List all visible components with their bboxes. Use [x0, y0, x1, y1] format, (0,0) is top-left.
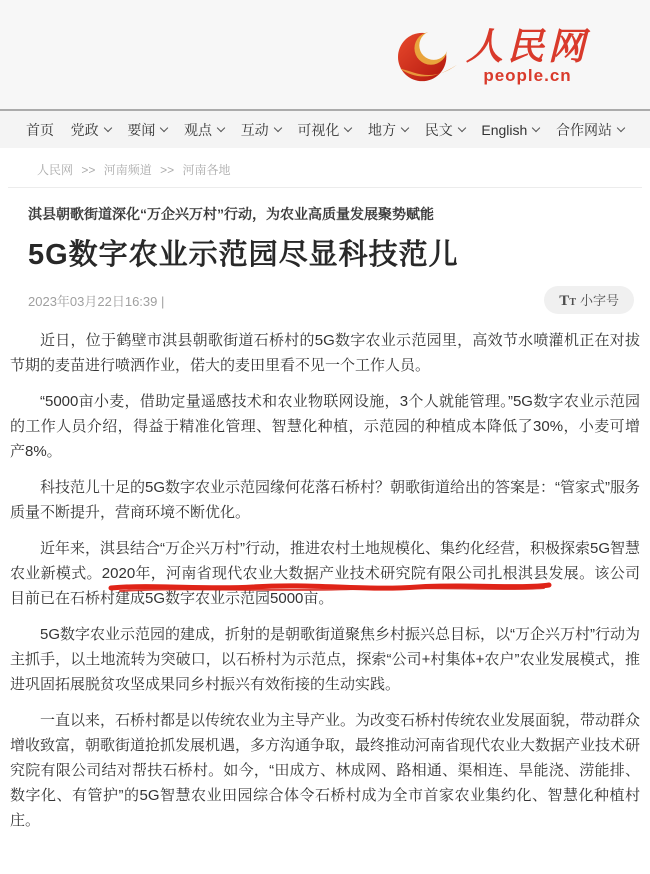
nav-item-party-gov[interactable]: 党政 [71, 120, 111, 140]
chevron-down-icon [401, 123, 409, 131]
logo-domain: people.cn [483, 66, 572, 85]
breadcrumb-section[interactable]: 河南各地 [182, 163, 231, 177]
chevron-down-icon [617, 123, 625, 131]
chevron-down-icon [457, 123, 465, 131]
red-marker-underline-annotation [108, 579, 553, 595]
logo-chinese-name: 人民网 [466, 27, 589, 68]
nav-item-visualization[interactable]: 可视化 [297, 120, 351, 140]
article-kicker: 淇县朝歌街道深化“万企兴万村”行动，为农业高质量发展聚势赋能 [28, 206, 434, 222]
paragraph-5: 5G数字农业示范园的建成，折射的是朝歌街道聚焦乡村振兴总目标，以“万企兴万村”行动为主抓手，以土地流转为突破口，以石桥村为示范点，探索“公司+村集体+农户”农业发展模式，推进巩固拓展脱贫攻坚成果同乡村振兴有效衔接的生动实践。 [10, 626, 641, 693]
chevron-down-icon [532, 123, 540, 131]
font-size-label: 小字号 [579, 293, 619, 308]
people-cn-logo[interactable] [396, 28, 589, 86]
paragraph-1: 近日，位于鹤壁市淇县朝歌街道石桥村的5G数字农业示范园里，高效节水喷灌机正在对拔节期的麦苗进行喷洒作业，偌大的麦田里看不见一个工作人员。 [10, 332, 640, 374]
nav-item-opinions[interactable]: 观点 [184, 120, 224, 140]
breadcrumb-separator: >> [160, 163, 175, 177]
main-nav [0, 111, 650, 148]
nav-item-local[interactable]: 地方 [368, 120, 408, 140]
font-size-button[interactable]: TT 小字号 [544, 286, 634, 314]
chevron-down-icon [344, 123, 352, 131]
site-header [0, 0, 650, 111]
date-separator: | [161, 293, 165, 309]
paragraph-4: 近年来，淇县结合“万企兴万村”行动，推进农村土地规模化、集约化经营，积极探索5G智慧农业新模式。2020年，河南省现代农业大数据产业技术研究院有限公司扎根淇县发展。该公司目前已在石桥村建成5G数字农业示范园5000亩。 [10, 540, 641, 607]
nav-item-home[interactable]: 首页 [26, 121, 54, 138]
paragraph-2: “5000亩小麦，借助定量遥感技术和农业物联网设施，3个人就能管理。”5G数字农业示范园的工作人员介绍，得益于精准化管理、智慧化种植，示范园的种植成本降低了30%，小麦可增产8%。 [10, 393, 640, 460]
breadcrumb [0, 148, 650, 178]
chevron-down-icon [160, 123, 168, 131]
chevron-down-icon [273, 123, 281, 131]
nav-item-partner-sites[interactable]: 合作网站 [556, 120, 624, 140]
page-title: 5G数字农业示范园尽显科技范儿 [28, 239, 459, 271]
chevron-down-icon [217, 123, 225, 131]
chevron-down-icon [103, 123, 111, 131]
paragraph-3: 科技范儿十足的5G数字农业示范园缘何花落石桥村？朝歌街道给出的答案是：“管家式”服务质量不断提升，营商环境不断优化。 [10, 479, 641, 521]
font-size-icon: T [559, 293, 570, 309]
breadcrumb-separator: >> [81, 163, 96, 177]
nav-item-minority-lang[interactable]: 民文 [425, 120, 465, 140]
article-meta [28, 286, 638, 314]
logo-text [466, 28, 589, 86]
breadcrumb-home[interactable]: 人民网 [37, 163, 74, 177]
breadcrumb-channel[interactable]: 河南频道 [103, 163, 152, 177]
nav-item-interaction[interactable]: 互动 [241, 120, 281, 140]
nav-item-key-news[interactable]: 要闻 [127, 120, 167, 140]
nav-item-english[interactable]: English [481, 122, 539, 138]
article-body [0, 314, 650, 874]
article-header [0, 188, 650, 314]
people-cn-globe-icon [396, 28, 458, 86]
paragraph-6: 一直以来，石桥村都是以传统农业为主导产业。为改变石桥村传统农业发展面貌，带动群众增收致富，朝歌街道抢抓发展机遇，多方沟通争取，最终推动河南省现代农业大数据产业技术研究院有限公司结对帮扶石桥村。如今，“田成方、林成网、路相通、渠相连、旱能浇、涝能排、数字化、有管护”的5G智慧农业田园综合体令石桥村成为全市首家农业集约化、智慧化种植村庄。 [10, 712, 641, 829]
publish-date: 2023年03月22日16:39 | [28, 293, 165, 309]
